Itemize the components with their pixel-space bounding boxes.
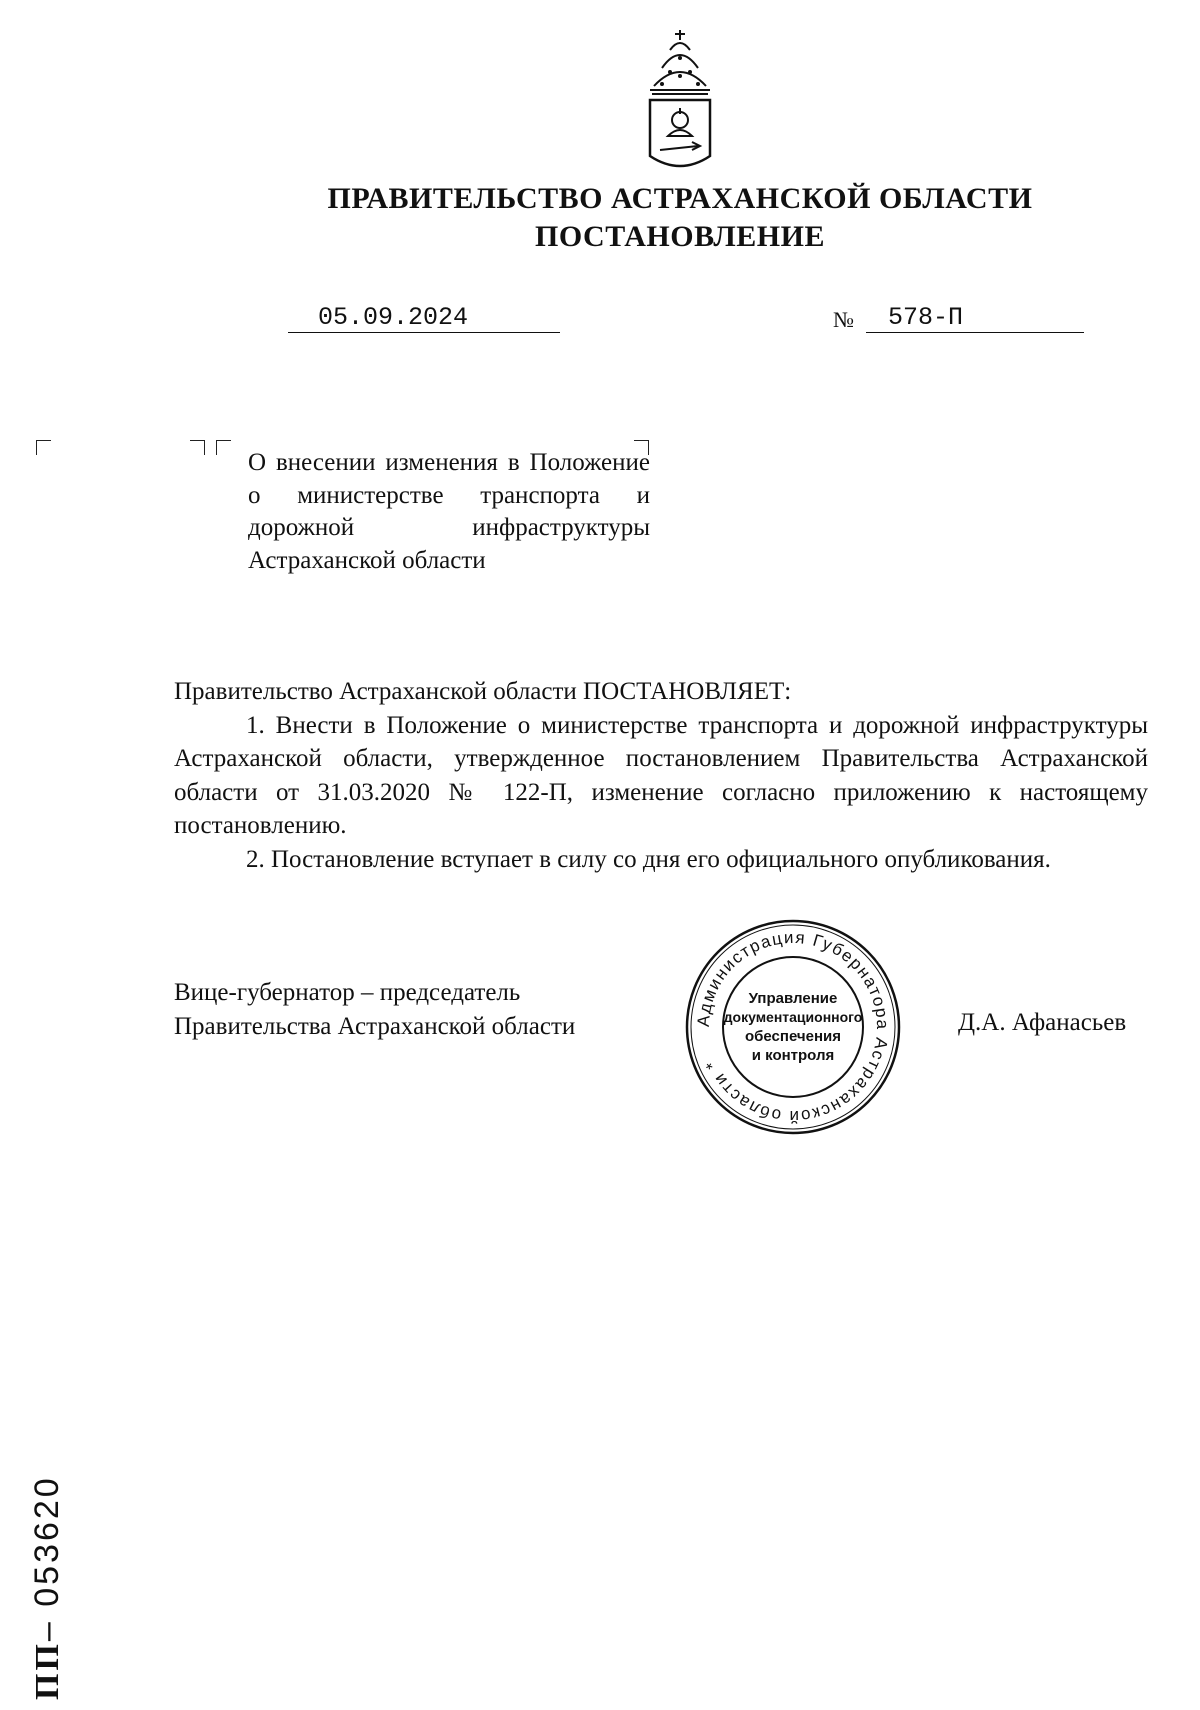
coat-of-arms-icon	[640, 28, 720, 178]
corner-mark	[36, 440, 51, 455]
body-item-1: 1. Внести в Положение о министерстве транспорта и дорожной инфраструктуры Астраханской области, утвержденное постановлением Правительства Астраханской области от 31.03.2020 № 122-П, изменение согласно приложению к настоящему постановлению.	[174, 711, 1148, 839]
svg-text:обеспечения: обеспечения	[744, 1028, 842, 1045]
signatory-name: Д.А. Афанасьев	[958, 1009, 1127, 1036]
official-stamp	[682, 916, 904, 1138]
document-body	[174, 675, 1148, 876]
svg-text:документационного: документационного	[723, 1009, 863, 1025]
signatory-position	[174, 976, 575, 1043]
number-field	[866, 300, 1084, 333]
document-number: 578-П	[888, 303, 964, 332]
svg-text:и контроля: и контроля	[751, 1047, 835, 1064]
margin-code-number: – 053620	[28, 1475, 66, 1642]
organization-name: ПРАВИТЕЛЬСТВО АСТРАХАНСКОЙ ОБЛАСТИ	[327, 182, 1033, 215]
position-line-2: Правительства Астраханской области	[174, 1012, 576, 1040]
corner-mark	[216, 440, 231, 455]
document-date: 05.09.2024	[318, 303, 469, 332]
body-intro: Правительство Астраханской области ПОСТАНОВЛЯЕТ:	[174, 678, 792, 705]
margin-code-prefix: ПП	[29, 1641, 66, 1700]
document-type: ПОСТАНОВЛЕНИЕ	[535, 220, 825, 253]
body-item-2: 2. Постановление вступает в силу со дня его официального опубликования.	[246, 845, 1051, 873]
document-header	[200, 180, 1160, 256]
position-line-1: Вице-губернатор – председатель	[174, 979, 521, 1006]
corner-mark	[190, 440, 205, 455]
date-field	[288, 300, 560, 333]
document-subject: О внесении изменения в Положение о министерстве транспорта и дорожной инфраструктуры Астраханской области	[248, 449, 650, 574]
margin-registration-code	[28, 1400, 78, 1700]
number-sign: №	[833, 307, 854, 332]
svg-text:Управление: Управление	[748, 990, 838, 1007]
svg-text:Администрация Губернатора Астр: Администрация Губернатора Астраханской области *	[693, 927, 893, 1127]
